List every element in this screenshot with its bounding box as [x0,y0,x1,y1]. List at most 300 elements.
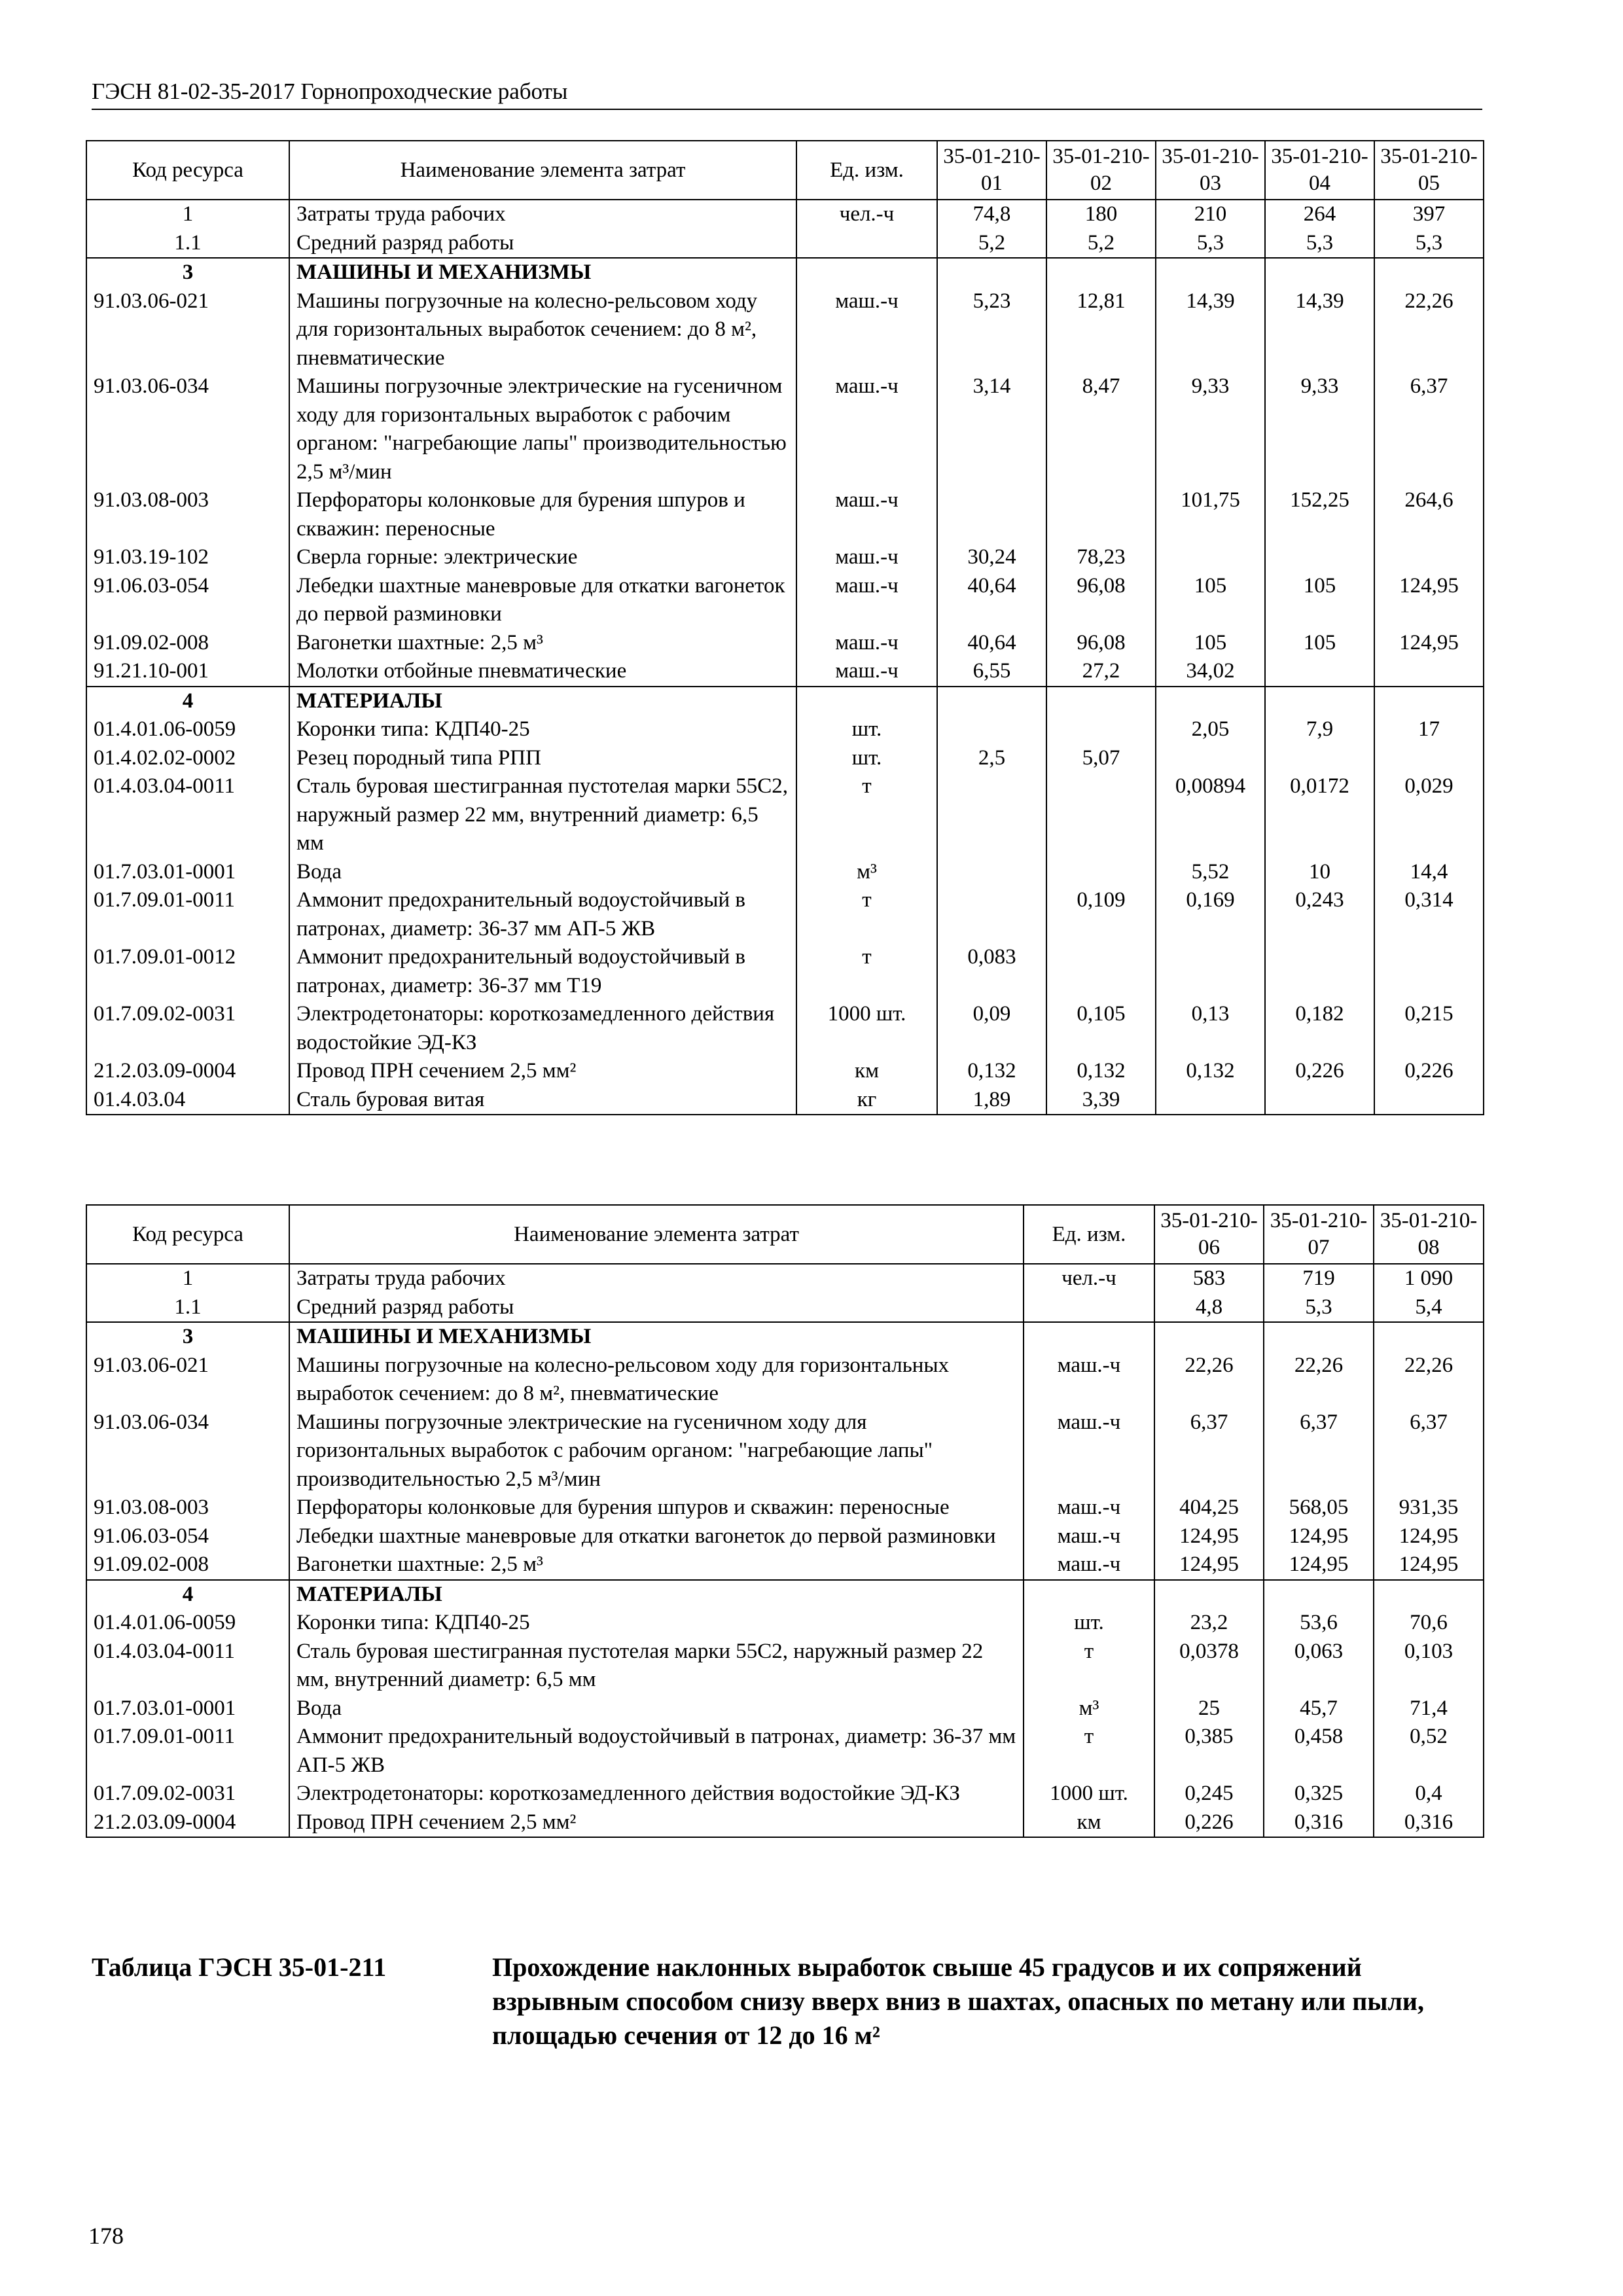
resource-value: 0,083 [937,943,1046,1000]
resource-value: 5,4 [1374,1293,1484,1323]
resource-value: 40,64 [937,572,1046,629]
resource-value: 5,3 [1265,229,1374,259]
resource-value: 53,6 [1264,1609,1374,1638]
table-row [86,1780,1484,1808]
resource-value: 124,95 [1374,629,1484,658]
resource-code: 01.7.09.02-0031 [86,1000,289,1057]
resource-unit: шт. [796,715,937,744]
resource-unit: маш.-ч [796,572,937,629]
column-header: 35-01-210-02 [1046,141,1156,200]
resource-unit: маш.-ч [796,372,937,486]
resource-code: 1 [86,200,289,229]
resource-value: 45,7 [1264,1695,1374,1723]
resource-code: 91.03.06-034 [86,1408,289,1494]
resource-unit: маш.-ч [796,629,937,658]
resource-value: 0,029 [1374,772,1484,858]
resource-name: Сталь буровая шестигранная пустотелая марки 55С2, наружный размер 22 мм, внутренний диаметр: 6,5 мм [289,772,796,858]
resource-code: 1.1 [86,1293,289,1323]
resource-code: 3 [86,258,289,287]
resource-value [1264,1580,1374,1609]
table-row [86,229,1484,259]
column-header: Код ресурса [86,1205,289,1264]
resource-unit [1024,1322,1154,1352]
resource-name: Вагонетки шахтные: 2,5 м³ [289,1551,1024,1580]
resource-code: 91.03.06-021 [86,1352,289,1408]
resource-name: МАТЕРИАЛЫ [289,687,796,716]
resource-value: 0,458 [1264,1723,1374,1780]
resource-value: 22,26 [1374,287,1484,373]
resource-value: 0,226 [1374,1057,1484,1086]
resource-unit: 1000 шт. [796,1000,937,1057]
column-header: 35-01-210-06 [1154,1205,1264,1264]
resource-value: 6,55 [937,657,1046,687]
resource-value: 4,8 [1154,1293,1264,1323]
resource-name: Перфораторы колонковые для бурения шпуров и скважин: переносные [289,486,796,543]
resource-value: 6,37 [1154,1408,1264,1494]
header-row [86,141,1484,200]
resource-name: Сверла горные: электрические [289,543,796,572]
resource-value: 210 [1156,200,1265,229]
resource-value: 8,47 [1046,372,1156,486]
resource-value [1265,687,1374,716]
resource-name: Машины погрузочные электрические на гусеничном ходу для горизонтальных выработок с рабочим органом: "нагребающие лапы" производительностью 2,5 м³/мин [289,1408,1024,1494]
resource-code: 1.1 [86,229,289,259]
resource-code: 01.4.03.04 [86,1086,289,1115]
resource-value: 5,3 [1156,229,1265,259]
resource-code: 3 [86,1322,289,1352]
resource-value [1265,657,1374,687]
header-row [86,1205,1484,1264]
resource-value [1374,744,1484,773]
resource-unit: т [1024,1723,1154,1780]
resource-value: 70,6 [1374,1609,1484,1638]
resource-value: 71,4 [1374,1695,1484,1723]
resource-value: 264,6 [1374,486,1484,543]
resource-code: 01.4.02.02-0002 [86,744,289,773]
section-row [86,687,1484,716]
table-row [86,744,1484,773]
resource-value: 124,95 [1154,1551,1264,1580]
page-header: ГЭСН 81-02-35-2017 Горнопроходческие работы [92,77,1482,110]
resource-code: 91.06.03-054 [86,572,289,629]
resource-value: 101,75 [1156,486,1265,543]
resource-name: Аммонит предохранительный водоустойчивый в патронах, диаметр: 36-37 мм Т19 [289,943,796,1000]
resource-value: 0,314 [1374,886,1484,943]
resource-unit: шт. [796,744,937,773]
resource-value: 78,23 [1046,543,1156,572]
resource-name: Затраты труда рабочих [289,1264,1024,1293]
resource-name: Коронки типа: КДП40-25 [289,1609,1024,1638]
resource-value: 22,26 [1264,1352,1374,1408]
page-number: 178 [88,2223,124,2249]
resource-name: Электродетонаторы: короткозамедленного действия водостойкие ЭД-КЗ [289,1780,1024,1808]
resource-name: МАШИНЫ И МЕХАНИЗМЫ [289,1322,1024,1352]
resource-value: 14,4 [1374,858,1484,887]
resource-unit: маш.-ч [1024,1352,1154,1408]
table-row [86,1551,1484,1580]
resource-value [1156,744,1265,773]
resource-name: МАШИНЫ И МЕХАНИЗМЫ [289,258,796,287]
resource-unit: км [796,1057,937,1086]
resource-value: 23,2 [1154,1609,1264,1638]
resource-value: 9,33 [1265,372,1374,486]
resource-unit: м³ [796,858,937,887]
resource-code: 01.4.01.06-0059 [86,715,289,744]
resource-value [1374,657,1484,687]
resource-value: 30,24 [937,543,1046,572]
table-row [86,287,1484,373]
resource-value: 0,0172 [1265,772,1374,858]
resource-value: 5,23 [937,287,1046,373]
resource-value [1265,1086,1374,1115]
column-header: Наименование элемента затрат [289,1205,1024,1264]
resource-code: 4 [86,1580,289,1609]
resource-value: 0,4 [1374,1780,1484,1808]
resource-value [1374,1580,1484,1609]
resource-code: 4 [86,687,289,716]
resource-value: 22,26 [1374,1352,1484,1408]
resource-value: 0,132 [937,1057,1046,1086]
resource-unit: маш.-ч [796,486,937,543]
resource-unit: чел.-ч [1024,1264,1154,1293]
resource-name: Аммонит предохранительный водоустойчивый в патронах, диаметр: 36-37 мм АП-5 ЖВ [289,1723,1024,1780]
resource-value [937,858,1046,887]
resource-value: 0,243 [1265,886,1374,943]
resource-value [1265,744,1374,773]
resource-value: 74,8 [937,200,1046,229]
resource-value [937,715,1046,744]
resource-name: Перфораторы колонковые для бурения шпуров и скважин: переносные [289,1494,1024,1522]
table-row [86,1695,1484,1723]
column-header: 35-01-210-01 [937,141,1046,200]
resource-code: 91.06.03-054 [86,1522,289,1551]
resource-value: 3,14 [937,372,1046,486]
resource-value [1374,1086,1484,1115]
resource-value: 0,109 [1046,886,1156,943]
resource-value: 719 [1264,1264,1374,1293]
resource-value: 124,95 [1264,1522,1374,1551]
resource-value: 0,13 [1156,1000,1265,1057]
resource-value [1265,543,1374,572]
resource-unit: маш.-ч [796,543,937,572]
resource-value [937,772,1046,858]
resource-value [1374,1322,1484,1352]
resource-value: 0,09 [937,1000,1046,1057]
resource-value: 5,2 [1046,229,1156,259]
resource-value [1046,258,1156,287]
table-row [86,1086,1484,1115]
column-header: 35-01-210-04 [1265,141,1374,200]
resource-value [1374,543,1484,572]
resource-value: 0,385 [1154,1723,1264,1780]
resource-value: 1 090 [1374,1264,1484,1293]
resource-code: 91.03.08-003 [86,1494,289,1522]
resource-value: 0,132 [1156,1057,1265,1086]
resource-value: 9,33 [1156,372,1265,486]
resource-unit: т [1024,1638,1154,1695]
resource-code: 91.03.19-102 [86,543,289,572]
resource-value: 96,08 [1046,572,1156,629]
resource-value [1374,687,1484,716]
table-row [86,200,1484,229]
resource-name: Провод ПРН сечением 2,5 мм² [289,1808,1024,1838]
resource-value: 105 [1156,572,1265,629]
resource-value [1156,687,1265,716]
resource-value: 105 [1265,572,1374,629]
resource-unit: маш.-ч [1024,1522,1154,1551]
resource-value: 17 [1374,715,1484,744]
resource-value: 2,5 [937,744,1046,773]
resource-name: Сталь буровая витая [289,1086,796,1115]
resource-unit: 1000 шт. [1024,1780,1154,1808]
section-row [86,258,1484,287]
table-row [86,1057,1484,1086]
resource-value: 124,95 [1374,1522,1484,1551]
resource-value [1265,258,1374,287]
resource-code: 01.7.09.02-0031 [86,1780,289,1808]
resource-name: Машины погрузочные на колесно-рельсовом ходу для горизонтальных выработок сечением: до 8 м², пневматические [289,1352,1024,1408]
resource-code: 01.4.03.04-0011 [86,772,289,858]
resource-value: 264 [1265,200,1374,229]
resource-name: Аммонит предохранительный водоустойчивый в патронах, диаметр: 36-37 мм АП-5 ЖВ [289,886,796,943]
resource-code: 01.7.03.01-0001 [86,858,289,887]
column-header: 35-01-210-05 [1374,141,1484,200]
table-row [86,543,1484,572]
table-row [86,772,1484,858]
resource-unit: маш.-ч [796,657,937,687]
resource-value: 0,215 [1374,1000,1484,1057]
table-row [86,1494,1484,1522]
resource-code: 91.03.06-034 [86,372,289,486]
resource-name: Вода [289,1695,1024,1723]
resource-value: 568,05 [1264,1494,1374,1522]
table-row [86,1000,1484,1057]
section-row [86,1580,1484,1609]
resource-code: 21.2.03.09-0004 [86,1057,289,1086]
resource-name: Сталь буровая шестигранная пустотелая марки 55С2, наружный размер 22 мм, внутренний диаметр: 6,5 мм [289,1638,1024,1695]
column-header: 35-01-210-07 [1264,1205,1374,1264]
resource-value [937,886,1046,943]
resource-value: 0,063 [1264,1638,1374,1695]
table-row [86,629,1484,658]
resource-name: Средний разряд работы [289,1293,1024,1323]
resource-name: Молотки отбойные пневматические [289,657,796,687]
resource-value [1046,486,1156,543]
resource-code: 01.7.09.01-0011 [86,886,289,943]
table-row [86,943,1484,1000]
resource-value: 5,3 [1264,1293,1374,1323]
resource-value: 0,226 [1265,1057,1374,1086]
column-header: 35-01-210-08 [1374,1205,1484,1264]
resource-unit [796,687,937,716]
resource-code: 01.7.09.01-0012 [86,943,289,1000]
resource-value: 0,52 [1374,1723,1484,1780]
table-row [86,572,1484,629]
resource-value: 96,08 [1046,629,1156,658]
resource-value: 0,226 [1154,1808,1264,1838]
resource-value: 180 [1046,200,1156,229]
resource-unit: кг [796,1086,937,1115]
resource-value: 0,105 [1046,1000,1156,1057]
resource-name: Машины погрузочные электрические на гусеничном ходу для горизонтальных выработок с рабочим органом: "нагребающие лапы" производительностью 2,5 м³/мин [289,372,796,486]
table-row [86,1638,1484,1695]
resource-value [1046,943,1156,1000]
resource-name: Электродетонаторы: короткозамедленного действия водостойкие ЭД-КЗ [289,1000,796,1057]
column-header: 35-01-210-03 [1156,141,1265,200]
resource-value: 0,325 [1264,1780,1374,1808]
resource-value: 12,81 [1046,287,1156,373]
resource-unit [796,258,937,287]
resource-value: 40,64 [937,629,1046,658]
caption-label: Таблица ГЭСН 35-01-211 [92,1952,387,1982]
column-header: Ед. изм. [796,141,937,200]
resource-name: МАТЕРИАЛЫ [289,1580,1024,1609]
resource-value [1046,715,1156,744]
resource-name: Средний разряд работы [289,229,796,259]
resource-value: 6,37 [1374,1408,1484,1494]
resource-code: 91.03.08-003 [86,486,289,543]
resource-unit: маш.-ч [796,287,937,373]
caption-text: Прохождение наклонных выработок свыше 45 градусов и их сопряжений взрывным способом снизу вверх вниз в шахтах, опасных по метану или пыли, площадью сечения от 12 до 16 м² [492,1952,1424,2050]
column-header: Код ресурса [86,141,289,200]
resource-unit: маш.-ч [1024,1551,1154,1580]
resource-value: 0,132 [1046,1057,1156,1086]
resource-value: 27,2 [1046,657,1156,687]
resource-name: Затраты труда рабочих [289,200,796,229]
resource-value: 6,37 [1374,372,1484,486]
resource-value: 5,2 [937,229,1046,259]
resource-value: 0,0378 [1154,1638,1264,1695]
resource-value [1154,1580,1264,1609]
resource-value: 22,26 [1154,1352,1264,1408]
section-row [86,1322,1484,1352]
resource-value: 0,00894 [1156,772,1265,858]
resource-value: 7,9 [1265,715,1374,744]
resource-name: Провод ПРН сечением 2,5 мм² [289,1057,796,1086]
resource-value [937,258,1046,287]
resource-code: 21.2.03.09-0004 [86,1808,289,1838]
table-row [86,1808,1484,1838]
resource-value: 5,52 [1156,858,1265,887]
resource-unit: км [1024,1808,1154,1838]
resource-name: Коронки типа: КДП40-25 [289,715,796,744]
resource-value: 931,35 [1374,1494,1484,1522]
table-row [86,486,1484,543]
resource-code: 91.09.02-008 [86,629,289,658]
resource-value [1156,258,1265,287]
resource-value: 1,89 [937,1086,1046,1115]
resource-value: 124,95 [1264,1551,1374,1580]
column-header: Ед. изм. [1024,1205,1154,1264]
resource-name: Лебедки шахтные маневровые для откатки вагонеток до первой разминовки [289,1522,1024,1551]
resource-value: 0,169 [1156,886,1265,943]
resource-value: 5,07 [1046,744,1156,773]
resource-name: Вагонетки шахтные: 2,5 м³ [289,629,796,658]
resource-code: 01.4.03.04-0011 [86,1638,289,1695]
resource-value: 0,103 [1374,1638,1484,1695]
table-row [86,372,1484,486]
resource-value: 105 [1265,629,1374,658]
resource-value [1046,858,1156,887]
resource-value [1374,943,1484,1000]
table-row [86,858,1484,887]
table-row [86,1609,1484,1638]
resource-value: 10 [1265,858,1374,887]
table-row [86,1408,1484,1494]
resource-code: 91.09.02-008 [86,1551,289,1580]
resource-value [937,486,1046,543]
resource-value [1046,687,1156,716]
resource-value: 25 [1154,1695,1264,1723]
resource-value: 124,95 [1154,1522,1264,1551]
resource-value: 34,02 [1156,657,1265,687]
resource-value [1046,772,1156,858]
resource-value: 0,316 [1374,1808,1484,1838]
table-row [86,886,1484,943]
resource-value: 152,25 [1265,486,1374,543]
table-row [86,657,1484,687]
resource-value [1156,543,1265,572]
resource-value [1264,1322,1374,1352]
resource-unit: т [796,772,937,858]
resource-code: 91.21.10-001 [86,657,289,687]
column-header: Наименование элемента затрат [289,141,796,200]
resource-value: 14,39 [1156,287,1265,373]
table-row [86,1723,1484,1780]
resource-unit: маш.-ч [1024,1494,1154,1522]
resource-value: 124,95 [1374,1551,1484,1580]
resource-value: 0,182 [1265,1000,1374,1057]
resource-code: 01.7.03.01-0001 [86,1695,289,1723]
resource-unit: т [796,886,937,943]
resource-value: 583 [1154,1264,1264,1293]
resource-value: 5,3 [1374,229,1484,259]
resource-table-2 [86,1204,1484,1838]
resource-unit: шт. [1024,1609,1154,1638]
resource-value: 105 [1156,629,1265,658]
resource-value [937,687,1046,716]
resource-unit [796,229,937,259]
resource-unit [1024,1293,1154,1323]
resource-name: Вода [289,858,796,887]
resource-value [1374,258,1484,287]
resource-value: 3,39 [1046,1086,1156,1115]
resource-value [1154,1322,1264,1352]
resource-name: Лебедки шахтные маневровые для откатки вагонеток до первой разминовки [289,572,796,629]
resource-value: 404,25 [1154,1494,1264,1522]
resource-value: 14,39 [1265,287,1374,373]
resource-value: 6,37 [1264,1408,1374,1494]
resource-unit: маш.-ч [1024,1408,1154,1494]
resource-code: 91.03.06-021 [86,287,289,373]
resource-unit: м³ [1024,1695,1154,1723]
table-row [86,1264,1484,1293]
table-row [86,1293,1484,1323]
resource-value [1265,943,1374,1000]
resource-value: 0,245 [1154,1780,1264,1808]
resource-value: 397 [1374,200,1484,229]
resource-code: 01.4.01.06-0059 [86,1609,289,1638]
resource-name: Машины погрузочные на колесно-рельсовом ходу для горизонтальных выработок сечением: до 8 м², пневматические [289,287,796,373]
resource-code: 01.7.09.01-0011 [86,1723,289,1780]
table-row [86,715,1484,744]
resource-value [1156,943,1265,1000]
resource-value: 2,05 [1156,715,1265,744]
resource-value [1156,1086,1265,1115]
resource-code: 1 [86,1264,289,1293]
resource-unit [1024,1580,1154,1609]
resource-value: 124,95 [1374,572,1484,629]
